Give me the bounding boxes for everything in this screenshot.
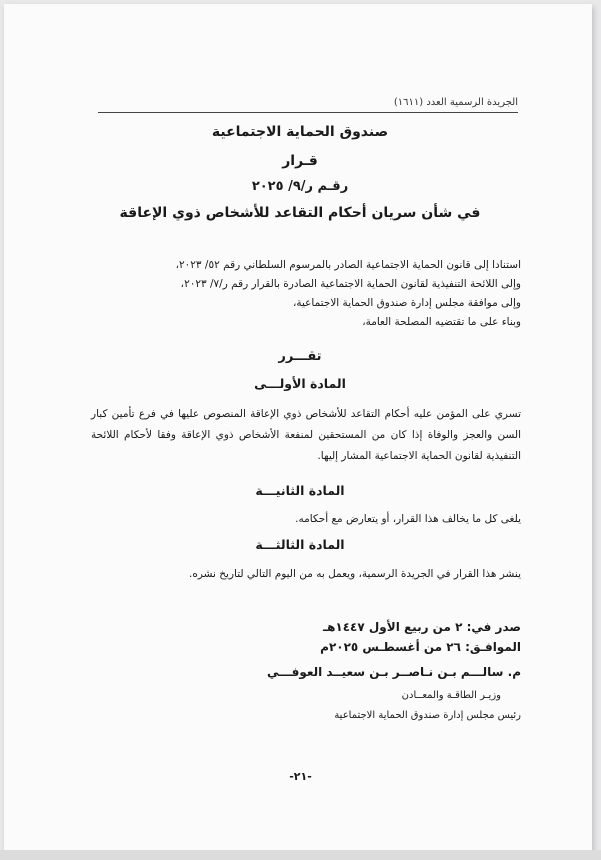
issue-date-block [320, 617, 521, 657]
decision-number: رقـم ر/٩/ ٢٠٢٥ [251, 179, 349, 194]
article-1-heading: المادة الأولـــى [254, 376, 346, 391]
preamble-line: استنادا إلى قانون الحماية الاجتماعية الصادر بالمرسوم السلطاني رقم ٥٢/ ٢٠٢٣، [175, 259, 521, 271]
article-1-text: تسري على المؤمن عليه أحكام التقاعد للأشخاص ذوي الإعاقة المنصوص عليها في فرع تأمين كبار السن والعجز والوفاة إذا كان من المستحقين لمنفعة الأشخاص ذوي الإعاقة وفقا لأحكام اللائحة التنفيذية لقانون الحماية الاجتماعية المشار إليها. [91, 408, 521, 462]
article-3-heading: المادة الثالثـــة [255, 537, 345, 552]
signatory-title: وزيـر الطاقـة والمعــادن [401, 690, 501, 701]
header-rule [98, 112, 518, 113]
preamble-line: وبناء على ما تقتضيه المصلحة العامة، [362, 316, 521, 328]
article-2-heading: المادة الثانيـــة [255, 483, 345, 498]
page-number: -٢١- [289, 770, 312, 783]
gazette-header: الجريدة الرسمية العدد (١٦١١) [393, 97, 518, 108]
issue-date-hijri: صدر في: ٢ من ربيع الأول ١٤٤٧هـ [322, 620, 521, 634]
signatory-name: م. سالـــم بـن نـاصــر بـن سعيــد العوفـــي [267, 665, 521, 679]
issue-date-gregorian: الموافـق: ٢٦ من أغسطـس ٢٠٢٥م [320, 640, 521, 654]
decision-subject: في شأن سريان أحكام التقاعد للأشخاص ذوي الإعاقة [119, 205, 481, 221]
preamble [81, 256, 521, 332]
article-2-text: يلغى كل ما يخالف هذا القرار، أو يتعارض مع أحكامه. [295, 513, 521, 525]
signatory-role: رئيس مجلس إدارة صندوق الحماية الاجتماعية [334, 710, 521, 721]
preamble-line: وإلى اللائحة التنفيذية لقانون الحماية الاجتماعية الصادرة بالقرار رقم ر/٧/ ٢٠٢٣، [180, 278, 521, 290]
preamble-line: وإلى موافقة مجلس إدارة صندوق الحماية الاجتماعية، [292, 297, 521, 309]
page-shadow-edge [0, 850, 601, 860]
decided-heading: تقـــرر [278, 349, 322, 364]
decision-word: قـرار [282, 153, 318, 169]
organization-title: صندوق الحماية الاجتماعية [211, 124, 389, 140]
article-3-text: ينشر هذا القرار في الجريدة الرسمية، ويعمل به من اليوم التالي لتاريخ نشره. [189, 568, 521, 580]
